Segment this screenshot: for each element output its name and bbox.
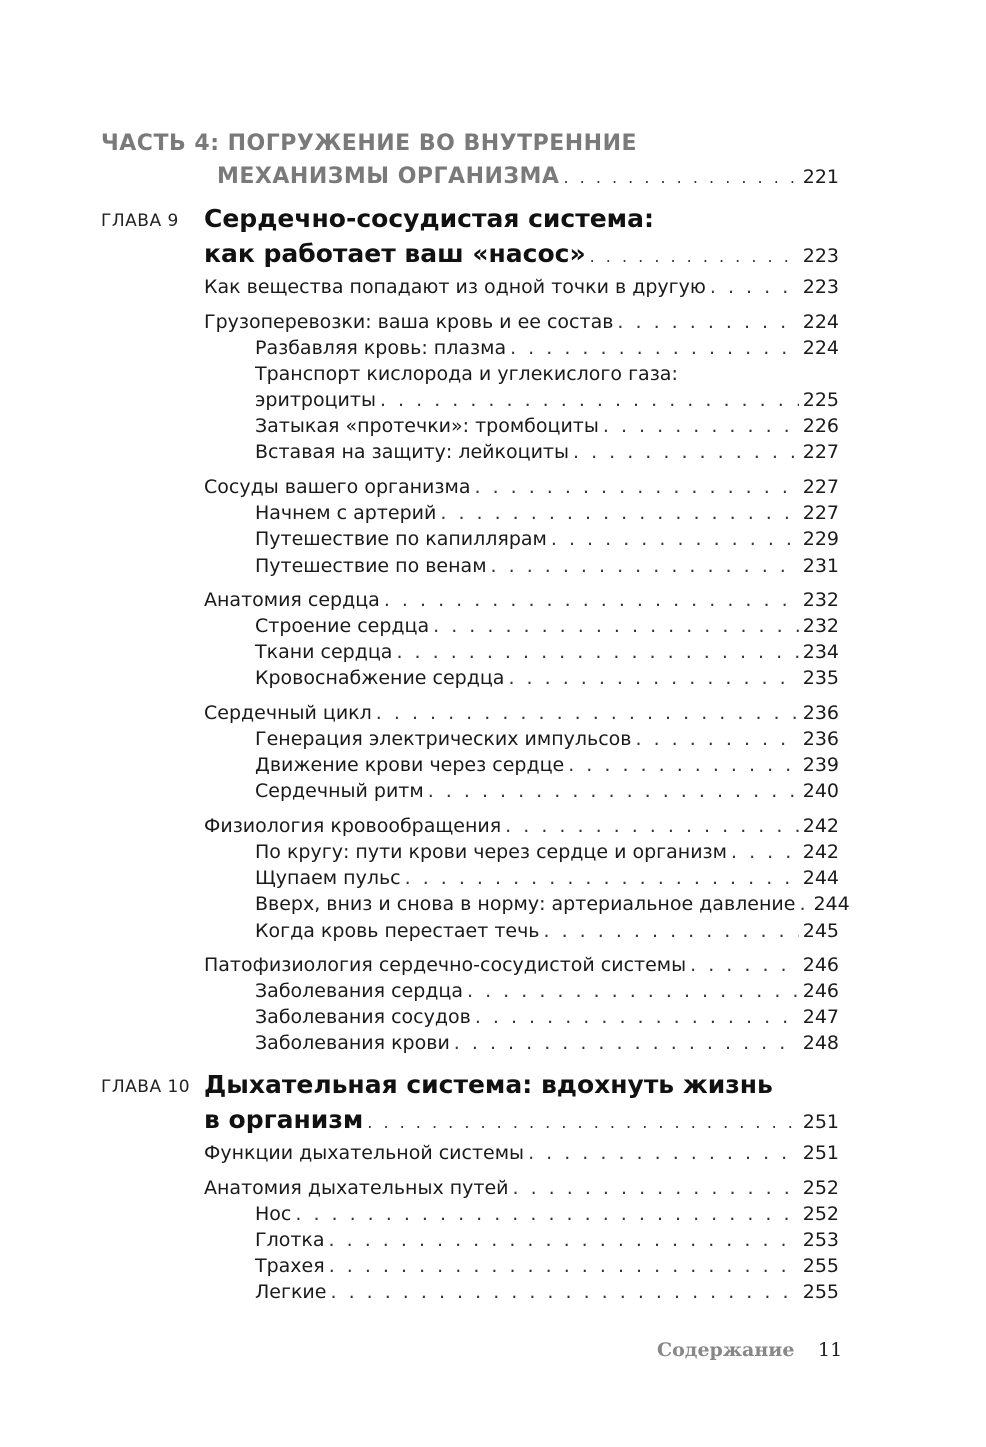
toc-entry-page: 253 (802, 1229, 839, 1251)
leader-dots (710, 276, 799, 298)
leader-dots (474, 476, 798, 498)
leader-dots (491, 555, 799, 577)
toc-entry-text: Генерация электрических импульсов (255, 728, 632, 750)
chapter-10-title-line2-row (204, 1105, 839, 1134)
toc-entry-page: 231 (802, 555, 839, 577)
leader-dots (603, 415, 799, 437)
leader-dots (617, 311, 798, 333)
toc-entry-text: По кругу: пути крови через сердце и организм (255, 841, 727, 863)
toc-entry-text: Функции дыхательной системы (204, 1142, 525, 1164)
leader-dots (396, 641, 798, 663)
toc-entry (204, 815, 839, 837)
toc-entry-page: 247 (802, 1006, 839, 1028)
toc-entry-page: 227 (802, 476, 839, 498)
leader-dots (467, 980, 799, 1002)
toc-entry-page: 245 (802, 920, 839, 942)
leader-dots (563, 168, 798, 187)
toc-entry-text: Сердечный цикл (204, 702, 372, 724)
part-title-line2-row (217, 164, 839, 189)
toc-entry-text: Нос (255, 1203, 292, 1225)
toc-subentry (255, 867, 839, 889)
toc-entry-page: 246 (802, 954, 839, 976)
toc-entry-page: 235 (802, 667, 839, 689)
leader-dots (329, 1255, 799, 1277)
leader-dots (440, 502, 798, 524)
toc-entry-page: 224 (802, 337, 839, 359)
leader-dots (731, 841, 799, 863)
toc-entry (204, 311, 839, 333)
toc-entry-page: 240 (802, 780, 839, 802)
toc-subentry (255, 920, 839, 942)
chapter-10-title-line1: Дыхательная система: вдохнуть жизнь (204, 1070, 773, 1099)
toc-entry-page: 227 (802, 441, 839, 463)
toc-entry-page: 236 (802, 728, 839, 750)
toc-entry-page: 226 (802, 415, 839, 437)
leader-dots (551, 528, 799, 550)
toc-entry-page: 252 (802, 1203, 839, 1225)
toc-entry-text: Физиология кровообращения (204, 815, 502, 837)
toc-entry-text: Заболевания сосудов (255, 1006, 471, 1028)
toc-entry-page: 251 (802, 1142, 839, 1164)
toc-subentry (255, 641, 839, 663)
toc-entry (204, 954, 839, 976)
toc-subentry (255, 667, 839, 689)
toc-entry-text: Заболевания сердца (255, 980, 463, 1002)
toc-entry-text: Глотка (255, 1229, 325, 1251)
toc-entry-text: Вверх, вниз и снова в норму: артериальное давление (255, 893, 796, 915)
toc-entry-text: Заболевания крови (255, 1032, 450, 1054)
leader-dots (528, 1142, 799, 1164)
toc-entry-text: Как вещества попадают из одной точки в другую (204, 276, 706, 298)
chapter-9-label: ГЛАВА 9 (101, 211, 179, 231)
toc-subentry (255, 528, 839, 550)
toc-entry-page: 242 (802, 815, 839, 837)
leader-dots (428, 780, 799, 802)
toc-entry-page: 227 (802, 502, 839, 524)
toc-entry-page: 223 (802, 276, 839, 298)
chapter-10-page: 251 (802, 1111, 839, 1133)
toc-entry-text: Трахея (255, 1255, 325, 1277)
toc-entry (204, 1177, 839, 1199)
leader-dots (590, 247, 799, 266)
leader-dots (475, 1006, 799, 1028)
leader-dots (329, 1229, 799, 1251)
toc-subentry (255, 754, 839, 776)
chapter-9-page: 223 (802, 245, 839, 267)
toc-subentry (255, 1281, 839, 1303)
toc-entry-page: 229 (802, 528, 839, 550)
toc-entry (204, 276, 839, 298)
page-number: 11 (818, 1339, 843, 1361)
leader-dots (690, 954, 799, 976)
toc-entry-text: Анатомия дыхательных путей (204, 1177, 509, 1199)
toc-subentry (255, 337, 839, 359)
leader-dots (295, 1203, 798, 1225)
toc-entry-page: 244 (802, 867, 839, 889)
toc-entry-text: Анатомия сердца (204, 589, 380, 611)
toc-entry-text: Путешествие по венам (255, 555, 487, 577)
leader-dots (384, 589, 799, 611)
toc-subentry (255, 555, 839, 577)
toc-entry-page: 255 (802, 1281, 839, 1303)
toc-entry-page: 224 (802, 311, 839, 333)
leader-dots (380, 389, 799, 411)
toc-entry-page: 255 (802, 1255, 839, 1277)
toc-entry-text: Сосуды вашего организма (204, 476, 471, 498)
chapter-10-label: ГЛАВА 10 (101, 1077, 191, 1097)
toc-entry-page: 232 (802, 615, 839, 637)
leader-dots (433, 615, 799, 637)
toc-entry-text: эритроциты (255, 389, 376, 411)
toc-subentry (255, 441, 839, 463)
toc-entry-text: Щупаем пульс (255, 867, 401, 889)
chapter-9-title-line1: Сердечно-сосудистая система: (204, 204, 654, 233)
toc-entry-text: Вставая на защиту: лейкоциты (255, 441, 569, 463)
chapter-9-title-line2-row (204, 239, 839, 268)
toc-entry-page: 236 (802, 702, 839, 724)
toc-entry-page: 234 (802, 641, 839, 663)
toc-entry-page: 246 (802, 980, 839, 1002)
toc-entry-page: 225 (802, 389, 839, 411)
toc-entry (204, 1142, 839, 1164)
leader-dots (635, 728, 798, 750)
toc-subentry (255, 1032, 839, 1054)
toc-entry (204, 476, 839, 498)
toc-entry-text: Сердечный ритм (255, 780, 424, 802)
leader-dots (508, 667, 798, 689)
toc-subentry (255, 415, 839, 437)
part-page: 221 (802, 166, 839, 188)
toc-entry-text: Затыкая «протечки»: тромбоциты (255, 415, 599, 437)
leader-dots (568, 754, 799, 776)
toc-entry-text: Путешествие по капиллярам (255, 528, 547, 550)
toc-entry (204, 589, 839, 611)
toc-subentry (255, 615, 839, 637)
toc-entry-text: Строение сердца (255, 615, 430, 637)
toc-entry-page: 244 (813, 893, 850, 915)
leader-dots (330, 1281, 798, 1303)
leader-dots (510, 337, 799, 359)
leader-dots (544, 920, 799, 942)
toc-subentry (255, 1255, 839, 1277)
toc-entry-page: 232 (802, 589, 839, 611)
part-title-line2: МЕХАНИЗМЫ ОРГАНИЗМА (217, 164, 560, 189)
running-footer-section: Содержание (657, 1339, 795, 1361)
toc-subentry (255, 841, 839, 863)
leader-dots (505, 815, 799, 837)
toc-entry-page: 242 (802, 841, 839, 863)
toc-entry-text: Патофизиология сердечно-сосудистой системы (204, 954, 687, 976)
toc-entry-text: Грузоперевозки: ваша кровь и ее состав (204, 311, 614, 333)
toc-entry-page: 248 (802, 1032, 839, 1054)
toc-subentry (255, 363, 839, 385)
toc-subentry (255, 728, 839, 750)
toc-subentry (255, 389, 839, 411)
toc-subentry (255, 980, 839, 1002)
toc-subentry (255, 1203, 839, 1225)
leader-dots (376, 702, 799, 724)
toc-entry-text: Когда кровь перестает течь (255, 920, 540, 942)
toc-entry-text: Движение крови через сердце (255, 754, 565, 776)
toc-subentry (255, 780, 839, 802)
toc-subentry (255, 1006, 839, 1028)
toc-entry-text: Транспорт кислорода и углекислого газа: (255, 363, 678, 385)
leader-dots (573, 441, 799, 463)
chapter-9-title-line2: как работает ваш «насос» (204, 239, 586, 268)
leader-dots (405, 867, 799, 889)
toc-entry-page: 252 (802, 1177, 839, 1199)
part-title-line1: ЧАСТЬ 4: ПОГРУЖЕНИЕ ВО ВНУТРЕННИЕ (101, 131, 638, 156)
toc-subentry (255, 502, 839, 524)
toc-entry-text: Легкие (255, 1281, 327, 1303)
toc-entry (204, 702, 839, 724)
toc-entry-text: Ткани сердца (255, 641, 393, 663)
leader-dots (799, 893, 809, 915)
leader-dots (454, 1032, 799, 1054)
toc-entry-text: Кровоснабжение сердца (255, 667, 505, 689)
toc-entry-text: Начнем с артерий (255, 502, 437, 524)
leader-dots (367, 1113, 798, 1132)
toc-entry-text: Разбавляя кровь: плазма (255, 337, 507, 359)
toc-entry-page: 239 (802, 754, 839, 776)
toc-subentry (255, 1229, 839, 1251)
chapter-10-title-line2: в организм (204, 1105, 364, 1134)
toc-subentry (255, 893, 850, 915)
leader-dots (513, 1177, 799, 1199)
